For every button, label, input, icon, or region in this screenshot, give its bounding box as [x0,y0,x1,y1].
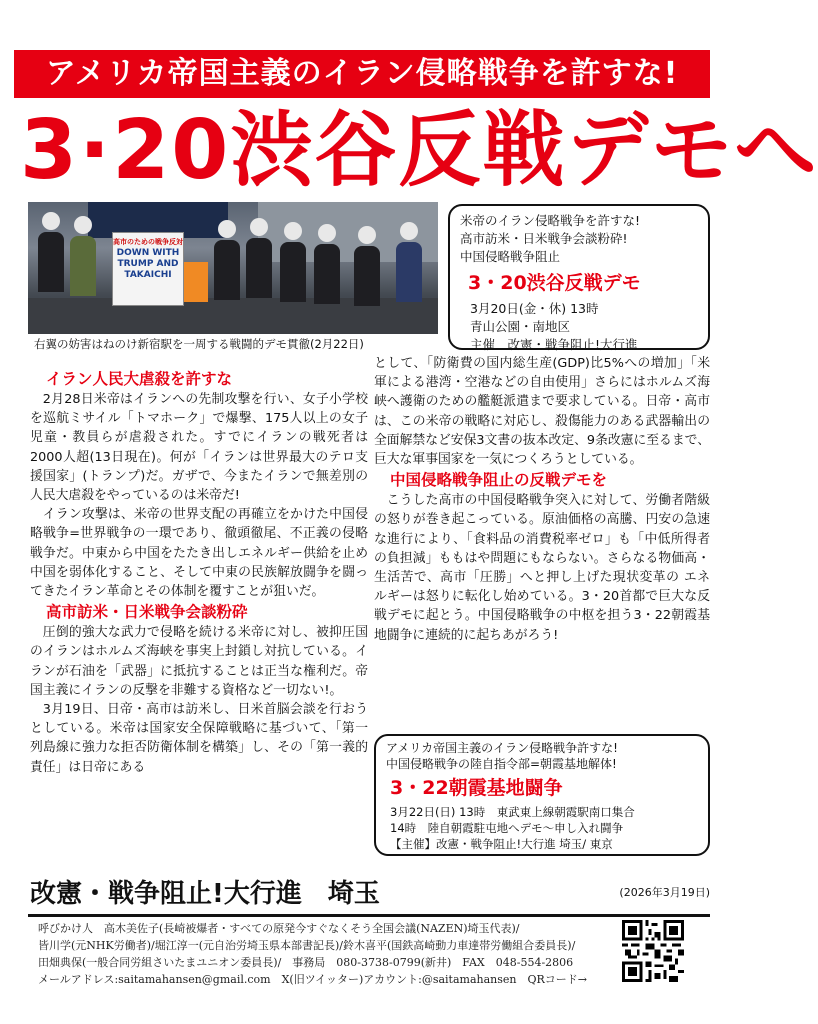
section-heading: 中国侵略戦争阻止の反戦デモを [390,471,608,490]
paragraph: 3月19日、日帝・高市は訪米し、日米首脳会談を行おうとしている。米帝は国家安全保障戦略に基づいて、「第一列島線に強力な拒否防衛体制を構築」し、その「第一義的責任」は日帝にある [30,702,368,775]
event-box-shibuya [448,204,710,350]
photo-person [400,222,418,240]
main-title: 3·20渋谷反戦デモへ [20,103,818,198]
event-title: 3・20渋谷反戦デモ [468,272,641,294]
divider [28,914,710,917]
event-box-asaka [374,734,710,856]
event-date: 3月22日(日) 13時 東武東上線朝霞駅南口集合 [390,805,635,819]
qr-code[interactable] [622,920,684,982]
contact-line: 皆川学(元NHK労働者)/堀江淳一(元自治労埼玉県本部書記長)/鈴木喜平(国鉄高崎動力車達帯労働組合委員長)/ [38,939,576,952]
contact-line: 田畑典保(一般合同労組さいたまユニオン委員長)/ 事務局 080-3738-0799(新井) FAX 048-554-2806 [38,956,574,969]
photo-person [38,232,64,292]
photo-person [42,212,60,230]
photo-person [396,242,422,302]
contact-line[interactable]: メールアドレス:saitamahansen@gmail.com X(旧ツイッター)アカウント:@saitamahansen QRコード→ [38,973,587,986]
event-slogan: 高市訪米・日米戦争会談粉砕! [460,231,628,246]
demo-photo [28,202,438,334]
contact-line: 呼びかけ人 高木美佐子(長崎被爆者・すべての原発今すぐなくそう全国会議(NAZEN)埼玉代表)/ [38,922,520,935]
contact-info [38,920,618,988]
paragraph: こうした高市の中国侵略戦争突入に対して、労働者階級の怒りが巻き起こっている。原油価格の高騰、円安の急速な進行により、「食料品の消費税率ゼロ」も「中低所得者の負担減」ももはや問題にもならない。さらなる物価高・生活苦で、高市「圧勝」へと押し上げた現状変革の エネルギーは怒りに転化し始めている。3・20首都で巨大な反戦デモに起とう。中国侵略戦争の中枢を担う3・22朝霞基地闘争に連続的に起ちあがろう! [374,493,710,643]
paragraph: イラン攻撃は、米帝の世界支配の再確立をかけた中国侵略戦争=世界戦争の一環であり、徹頭徹尾、不正義の侵略戦争だ。中東から中国をたたき出しエネルギー供給を止め中国を弱体化すること、そして中東の民族解放闘争を闘ってきたイラン革命とその体制を覆すことが狙いだ。 [30,507,368,600]
article-right-column [374,354,710,645]
event-slogan: 米帝のイラン侵略戦争を許すな! [460,213,641,228]
event-host: 【主催】改憲・戦争阻止!大行進 埼玉/ 東京 [390,837,613,851]
paragraph: 2月28日米帝はイランへの先制攻撃を行い、女子小学校を巡航ミサイル「トマホーク」で爆撃、175人以上の女子児童・教員らが虐殺された。すでにイランの戦死者は2000人超(13日現在)。何が「イランは世界最大のテロ支援国家」(トランプ)だ。ガザで、今またイランで無差別の人民大虐殺をやっているのは米帝だ! [30,392,368,504]
event-title: 3・22朝霞基地闘争 [390,777,563,799]
photo-person [246,238,272,298]
headline-banner: アメリカ帝国主義のイラン侵略戦争を許すな! [14,50,710,98]
event-slogan: 中国侵略戦争阻止 [460,249,561,264]
event-place: 青山公園・南地区 [470,319,571,334]
issue-date: (2026年3月19日) [619,886,710,899]
photo-person [354,246,380,306]
event-schedule: 14時 陸自朝霞駐屯地へデモ〜申し入れ闘争 [390,821,624,835]
organization-title: 改憲・戦争阻止!大行進 埼玉 [30,879,380,909]
photo-person [250,218,268,236]
paragraph: 圧倒的強大な武力で侵略を続ける米帝に対し、被抑圧国のイランはホルムズ海峡を事実上封鎖し対抗している。イランが石油を「武器」に抵抗することは正当な権利だ。帝国主義にイランの反撃を非難する資格など一切ない!。 [30,625,368,698]
photo-person [70,236,96,296]
event-slogan: アメリカ帝国主義のイラン侵略戦争許すな! [386,741,618,755]
event-date: 3月20日(金・休) 13時 [470,301,599,316]
article-left-column [30,368,368,777]
photo-person [218,220,236,238]
event-slogan: 中国侵略戦争の陸自指令部=朝霞基地解体! [386,757,617,771]
photo-person [214,240,240,300]
photo-person [280,242,306,302]
section-heading: 高市訪米・日米戦争会談粉砕 [46,603,248,622]
event-host: 主催 改憲・戦争阻止!大行進 [470,337,638,352]
photo-person [358,226,376,244]
protest-sign: 高市のための戦争反対 DOWN WITH TRUMP AND TAKAICHI [112,232,184,306]
photo-person [284,222,302,240]
photo-person [318,224,336,242]
paragraph: として、「防衛費の国内総生産(GDP)比5%への増加」「米軍による港湾・空港などの自由使用」さらにはホルムズ海峡へ護衛のための艦艇派遣まで要求している。日帝・高市は、この米帝の戦略に対応し、殺傷能力のある武器輸出の全面解禁など安保3文書の抜本改定、9条改憲に至るまで、巨大な軍事国家を一気につくろうとしている。 [374,356,710,468]
section-heading: イラン人民大虐殺を許すな [46,370,233,388]
photo-person [74,216,92,234]
photo-caption: 右翼の妨害はねのけ新宿駅を一周する戦闘的デモ貫徹(2月22日) [28,334,438,354]
photo-person [314,244,340,304]
